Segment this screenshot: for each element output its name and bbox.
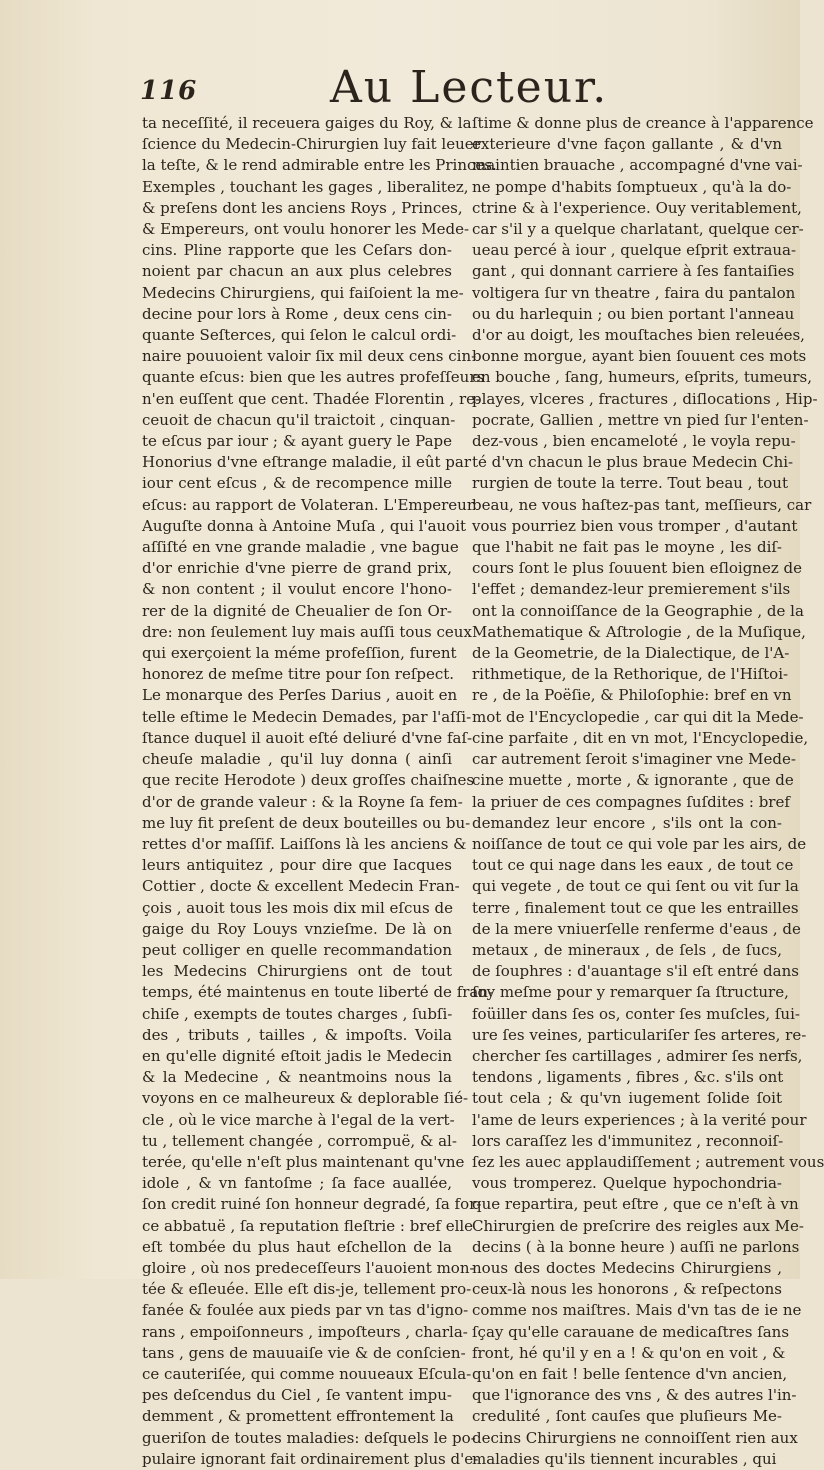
text-line: decins Chirurgiens ne connoiſſent rien aux: [472, 1428, 798, 1447]
text-line: terée, qu'elle n'eſt plus maintenant qu'vne: [142, 1152, 465, 1171]
text-line: ure ſes veines, particulariſer ſes arteres, re-: [472, 1025, 807, 1044]
text-line: cheuſe maladie , qu'il luy donna ( ainſi: [142, 750, 452, 769]
text-line: ceuoit de chacun qu'il traictoit , cinquan-: [142, 410, 456, 429]
text-line: ceux-là nous les honorons , & reſpectons: [472, 1280, 782, 1299]
text-line: Chirurgien de preſcrire des reigles aux Me-: [472, 1216, 804, 1235]
text-line: temps, été maintenus en toute liberté de fran-: [142, 983, 494, 1002]
text-line: & la Medecine , & neantmoins nous la: [142, 1068, 452, 1087]
text-line: en bouche , ſang, humeurs, eſprits, tumeurs,: [472, 368, 812, 387]
text-line: la priuer de ces compagnes ſuſdites : bref: [472, 792, 790, 811]
text-line: demment , & promettent effrontement la: [142, 1407, 454, 1426]
text-line: la teſte, & le rend admirable entre les Princes.: [142, 156, 497, 175]
text-line: dre: non ſeulement luy mais auſſi tous ceux: [142, 622, 472, 641]
right-column: [472, 113, 824, 1470]
text-line: telle eſtime le Medecin Demades, par l'aſſi-: [142, 707, 472, 726]
text-line: Medecins Chirurgiens, qui faiſoient la me-: [142, 283, 464, 302]
text-line: rettes d'or maſſif. Laiſſons là les anciens &: [142, 834, 467, 853]
text-line: ſoy meſme pour y remarquer ſa ſtructure,: [472, 983, 789, 1002]
text-line: rurgien de toute la terre. Tout beau , tout: [472, 474, 788, 493]
text-line: l'ame de leurs experiences ; à la verité pour: [472, 1110, 807, 1129]
text-line: ou du harlequin ; ou bien portant l'anneau: [472, 304, 795, 323]
text-line: aſſiſté en vne grande maladie , vne bague: [142, 538, 459, 557]
text-line: foüiller dans ſes os, conter ſes muſcles, ſui-: [472, 1004, 800, 1023]
text-line: Cottier , docte & excellent Medecin Fran-: [142, 877, 460, 896]
text-line: pes deſcendus du Ciel , ſe vantent impu-: [142, 1386, 452, 1405]
text-line: de ſouphres : d'auantage s'il eſt entré dans: [472, 962, 799, 981]
text-line: decins ( à la bonne heure ) auſſi ne parlons: [472, 1237, 800, 1256]
text-line: de la Geometrie, de la Dialectique, de l'A-: [472, 644, 790, 663]
text-line: Exemples , touchant les gages , liberalitez,: [142, 177, 469, 196]
text-line: gloire , où nos predeceſſeurs l'auoient mon-: [142, 1258, 475, 1277]
text-line: chiſe , exempts de toutes charges , ſubſi-: [142, 1004, 453, 1023]
text-line: & preſens dont les anciens Roys , Princes,: [142, 198, 463, 217]
text-line: voyons en ce malheureux & deplorable ſié-: [142, 1089, 469, 1108]
text-line: çois , auoit tous les mois dix mil eſcus de: [142, 898, 453, 917]
text-line: Honorius d'vne eſtrange maladie, il eût par: [142, 453, 472, 472]
page-header: [0, 62, 800, 112]
text-line: ſçay qu'elle carauane de medicaſtres ſans: [472, 1322, 790, 1341]
text-line: noiſſance de tout ce qui vole par les airs, de: [472, 834, 807, 853]
text-line: ſtime & donne plus de creance à l'apparence: [472, 114, 814, 132]
text-line: vous tromperez. Quelque hypochondria-: [472, 1174, 782, 1193]
text-line: qui exerçoient la méme profeſſion, furent: [142, 644, 457, 663]
text-line: rithmetique, de la Rethorique, de l'Hiſtoi-: [472, 665, 789, 684]
text-line: n'en euſſent que cent. Thadée Florentin , re-: [142, 389, 481, 408]
text-line: ce cauteriſée, qui comme nouueaux Eſcula-: [142, 1364, 472, 1383]
text-line: d'or enrichie d'vne pierre de grand prix,: [142, 559, 452, 578]
text-line: Auguſte donna à Antoine Muſa , qui l'auoit: [142, 516, 467, 535]
text-line: me luy fit preſent de deux bouteilles ou bu-: [142, 813, 471, 832]
text-line: gaige du Roy Louys vnzieſme. De là on: [142, 919, 452, 938]
text-line: te eſcus par iour ; & ayant guery le Pape: [142, 432, 452, 451]
text-line: rans , empoiſonneurs , impoſteurs , charla-: [142, 1322, 468, 1341]
text-line: l'effet ; demandez-leur premierement s'ils: [472, 580, 791, 599]
text-line: tendons , ligaments , fibres , &c. s'ils ont: [472, 1068, 784, 1087]
text-line: té d'vn chacun le plus braue Medecin Chi-: [472, 453, 794, 472]
text-line: tout ce qui nage dans les eaux , de tout ce: [472, 856, 794, 875]
text-line: qui vegete , de tout ce qui ſent ou vit ſur la: [472, 877, 799, 896]
text-line: naire pouuoient valoir ſix mil deux cens cin-: [142, 347, 477, 366]
text-line: playes, vlceres , fractures , diſlocations , Hip-: [472, 389, 818, 408]
text-columns: [142, 113, 824, 1468]
text-line: credulité , ſont cauſes que pluſieurs Me-: [472, 1407, 782, 1426]
text-line: terre , finalement tout ce que les entrailles: [472, 898, 799, 917]
text-line: honorez de meſme titre pour ſon reſpect.: [142, 665, 455, 684]
text-line: ſez les auec applaudiſſement ; autrement vous: [472, 1152, 824, 1171]
text-line: ſcience du Medecin-Chirurgien luy fait leuer: [142, 135, 481, 154]
text-line: iour cent eſcus , & de recompence mille: [142, 474, 452, 493]
text-line: decine pour lors à Rome , deux cens cin-: [142, 304, 452, 323]
text-line: demandez leur encore , s'ils ont la con-: [472, 813, 782, 832]
text-line: nous des doctes Medecins Chirurgiens ,: [472, 1258, 782, 1277]
text-line: que recite Herodote ) deux groſſes chaiſnes: [142, 771, 475, 790]
text-line: tans , gens de mauuaiſe vie & de conſcien-: [142, 1343, 466, 1362]
text-line: cle , où le vice marche à l'egal de la vert-: [142, 1110, 455, 1129]
text-line: Le monarque des Perſes Darius , auoit en: [142, 686, 458, 705]
text-line: mot de l'Encyclopedie , car qui dit la Mede-: [472, 707, 804, 726]
page-number: 116: [140, 76, 198, 106]
text-line: tout cela ; & qu'vn iugement ſolide ſoit: [472, 1089, 782, 1108]
text-line: qu'on en fait ! belle ſentence d'vn ancien,: [472, 1364, 788, 1383]
text-line: lors caraſſez les d'immunitez , reconnoiſ-: [472, 1131, 784, 1150]
text-line: d'or de grande valeur : & la Royne ſa fem-: [142, 792, 463, 811]
text-line: exterieure d'vne façon gallante , & d'vn: [472, 135, 782, 154]
text-line: cours ſont le plus ſouuent bien eſloignez de: [472, 559, 803, 578]
text-line: comme nos maiſtres. Mais d'vn tas de ie ne: [472, 1301, 802, 1320]
text-line: bonne morgue, ayant bien ſouuent ces mots: [472, 347, 807, 366]
text-line: vous pourriez bien vous tromper , d'autant: [472, 516, 798, 535]
text-line: chercher ſes cartillages , admirer ſes nerfs,: [472, 1046, 803, 1065]
text-line: pulaire ignorant fait ordinairement plus d'e-: [142, 1449, 479, 1468]
text-line: ta neceſſité, il receuera gaiges du Roy, & la: [142, 114, 472, 132]
text-line: cine parfaite , dit en vn mot, l'Encyclopedie,: [472, 728, 809, 747]
text-line: re , de la Poëſie, & Philoſophie: bref en vn: [472, 686, 792, 705]
text-line: front, hé qu'il y en a ! & qu'on en voit , &: [472, 1343, 786, 1362]
text-line: d'or au doigt, les mouſtaches bien releuées,: [472, 326, 805, 345]
text-line: tée & eſleuée. Elle eſt dis-je, tellement pro-: [142, 1280, 472, 1299]
text-line: rer de la dignité de Cheualier de ſon Or-: [142, 601, 452, 620]
text-line: ctrine & à l'experience. Ouy veritablement,: [472, 198, 802, 217]
text-line: leurs antiquitez , pour dire que Iacques: [142, 856, 452, 875]
text-line: ce abbatuë , ſa reputation fleſtrie : bref elle: [142, 1216, 474, 1235]
text-line: metaux , de mineraux , de ſels , de ſucs,: [472, 940, 782, 959]
text-line: dez-vous , bien encameloté , le voyla repu-: [472, 432, 796, 451]
text-line: car s'il y a quelque charlatant, quelque cer-: [472, 220, 804, 239]
text-line: voltigera ſur vn theatre , faira du pantalon: [472, 283, 796, 302]
running-head: Au Lecteur.: [330, 62, 609, 113]
text-line: les Medecins Chirurgiens ont de tout: [142, 962, 452, 981]
text-line: quante eſcus: bien que les autres profeſſeurs: [142, 368, 485, 387]
text-line: maladies qu'ils tiennent incurables , qui: [472, 1449, 777, 1468]
text-line: gant , qui donnant carriere à ſes fantaiſies: [472, 262, 795, 281]
text-line: tu , tellement changée , corrompuë, & al-: [142, 1131, 457, 1150]
text-line: fanée & foulée aux pieds par vn tas d'igno-: [142, 1301, 469, 1320]
text-line: que repartira, peut eſtre , que ce n'eſt à vn: [472, 1195, 799, 1214]
text-line: ont la connoiſſance de la Geographie , de la: [472, 601, 804, 620]
text-line: noient par chacun an aux plus celebres: [142, 262, 452, 281]
text-line: car autrement ſeroit s'imaginer vne Mede-: [472, 750, 796, 769]
text-line: ueau percé à iour , quelque eſprit extraua-: [472, 241, 797, 260]
text-line: que l'ignorance des vns , & des autres l'in-: [472, 1386, 797, 1405]
text-line: beau, ne vous haſtez-pas tant, meſſieurs, car: [472, 495, 812, 514]
text-line: ſon credit ruiné ſon honneur degradé, ſa for-: [142, 1195, 482, 1214]
text-line: cins. Pline rapporte que les Ceſars don-: [142, 241, 452, 260]
text-line: & Empereurs, ont voulu honorer les Mede-: [142, 220, 470, 239]
left-column: [142, 113, 497, 1470]
text-line: pocrate, Gallien , mettre vn pied ſur l'enten-: [472, 410, 809, 429]
text-line: quante Seſterces, qui ſelon le calcul ordi-: [142, 326, 457, 345]
text-line: maintien brauache , accompagné d'vne vai-: [472, 156, 803, 175]
text-line: en qu'elle dignité eſtoit jadis le Medecin: [142, 1046, 452, 1065]
text-line: que l'habit ne fait pas le moyne , les diſ-: [472, 538, 782, 557]
text-line: ſtance duquel il auoit eſté deliuré d'vne faſ-: [142, 728, 473, 747]
text-line: ne pompe d'habits ſomptueux , qu'à la do-: [472, 177, 792, 196]
text-line: Mathematique & Aſtrologie , de la Muſique,: [472, 622, 806, 641]
text-line: peut colliger en quelle recommandation: [142, 940, 452, 959]
text-line: gueriſon de toutes maladies: deſquels le po-: [142, 1428, 476, 1447]
text-line: idole , & vn fantoſme ; ſa face auallée,: [142, 1174, 452, 1193]
text-line: eſcus: au rapport de Volateran. L'Empereur: [142, 495, 474, 514]
text-line: & non content ; il voulut encore l'hono-: [142, 580, 452, 599]
text-line: eſt tombée du plus haut eſchellon de la: [142, 1237, 452, 1256]
text-line: de la mere vniuerſelle renferme d'eaus , de: [472, 919, 801, 938]
text-line: cine muette , morte , & ignorante , que de: [472, 771, 794, 790]
text-line: des , tributs , tailles , & impoſts. Voila: [142, 1025, 452, 1044]
